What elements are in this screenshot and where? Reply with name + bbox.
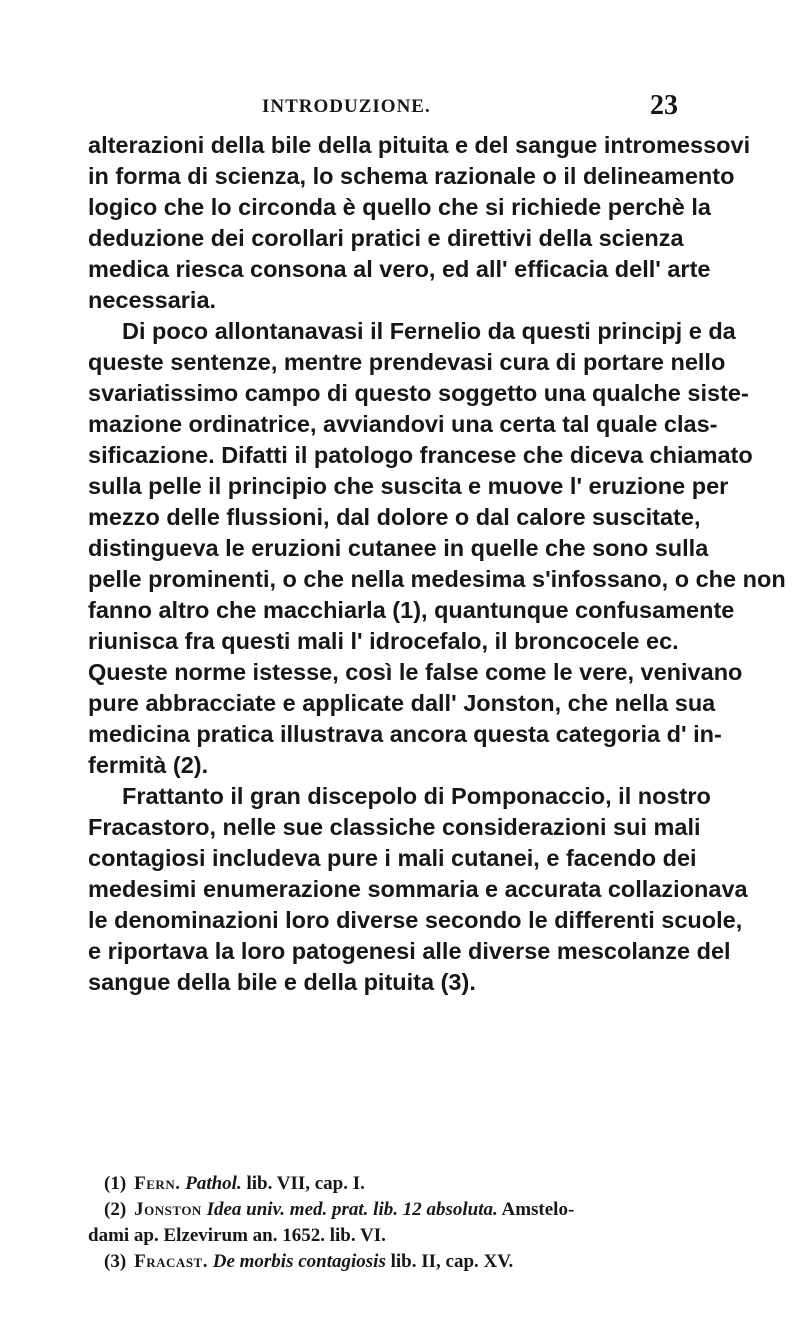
footnote-title: De morbis contagiosis [212, 1251, 386, 1272]
text-line: alterazioni della bile della pituita e del sangue intromessovi [88, 132, 751, 158]
text-line: Di poco allontanavasi il Fernelio da questi principj e da [122, 318, 736, 344]
text-line: e riportava la loro patogenesi alle diverse mescolanze del [88, 938, 731, 964]
text-line: deduzione dei corollari pratici e direttivi della scienza [88, 225, 684, 251]
text-line: fanno altro che macchiarla (1), quantunque confusamente [88, 597, 735, 623]
text-line: contagiosi includeva pure i mali cutanei, e facendo dei [88, 845, 697, 871]
text-line: sulla pelle il principio che suscita e muove l' eruzione per [88, 473, 729, 499]
text-line: riunisca fra questi mali l' idrocefalo, il broncocele ec. [88, 628, 679, 654]
text-line: pure abbracciate e applicate dall' Jonston, che nella sua [88, 690, 716, 716]
footnote-author: Fracast. [134, 1251, 208, 1272]
page-number: 23 [650, 90, 678, 121]
footnote-2-continuation: dami ap. Elzevirum an. 1652. lib. VI. [88, 1225, 386, 1246]
text-line: mezzo delle flussioni, dal dolore o dal calore suscitate, [88, 504, 701, 530]
text-line: le denominazioni loro diverse secondo le differenti scuole, [88, 907, 743, 933]
footnote-2: (2) Jonston Idea univ. med. prat. lib. 12 absoluta. Amstelo- [104, 1199, 575, 1220]
footnotes [88, 1171, 678, 1275]
text-line: fermità (2). [88, 752, 209, 778]
footnote-3: (3) Fracast. De morbis contagiosis lib. II, cap. XV. [104, 1251, 514, 1272]
text-line: queste sentenze, mentre prendevasi cura di portare nello [88, 349, 726, 375]
text-line: Queste norme istesse, così le false come le vere, venivano [88, 659, 743, 685]
footnote-title: Idea univ. med. prat. lib. 12 absoluta. [206, 1199, 498, 1220]
running-title: INTRODUZIONE. [262, 96, 431, 117]
text-line: medesimi enumerazione sommaria e accurata collazionava [88, 876, 748, 902]
text-line: medicina pratica illustrava ancora questa categoria d' in- [88, 721, 722, 747]
text-line: medica riesca consona al vero, ed all' efficacia dell' arte [88, 256, 711, 282]
text-line: mazione ordinatrice, avviandovi una certa tal quale clas- [88, 411, 718, 437]
text-line: svariatissimo campo di questo soggetto una qualche siste- [88, 380, 749, 406]
text-line: sangue della bile e della pituita (3). [88, 969, 476, 995]
body-text [88, 130, 786, 998]
running-head [88, 90, 678, 124]
footnote-title: Pathol. [185, 1173, 242, 1194]
text-line: distingueva le eruzioni cutanee in quelle che sono sulla [88, 535, 709, 561]
text-line: Fracastoro, nelle sue classiche considerazioni sui mali [88, 814, 701, 840]
footnote-author: Fern. [134, 1173, 181, 1194]
text-line: sificazione. Difatti il patologo francese che diceva chiamato [88, 442, 753, 468]
text-line: Frattanto il gran discepolo di Pomponaccio, il nostro [122, 783, 711, 809]
text-line: necessaria. [88, 287, 217, 313]
text-line: in forma di scienza, lo schema razionale o il delineamento [88, 163, 735, 189]
footnote-1: (1) Fern. Pathol. lib. VII, cap. I. [104, 1173, 365, 1194]
text-line: logico che lo circonda è quello che si richiede perchè la [88, 194, 711, 220]
text-line: pelle prominenti, o che nella medesima s'infossano, o che non [88, 566, 786, 592]
footnote-author: Jonston [134, 1199, 202, 1220]
